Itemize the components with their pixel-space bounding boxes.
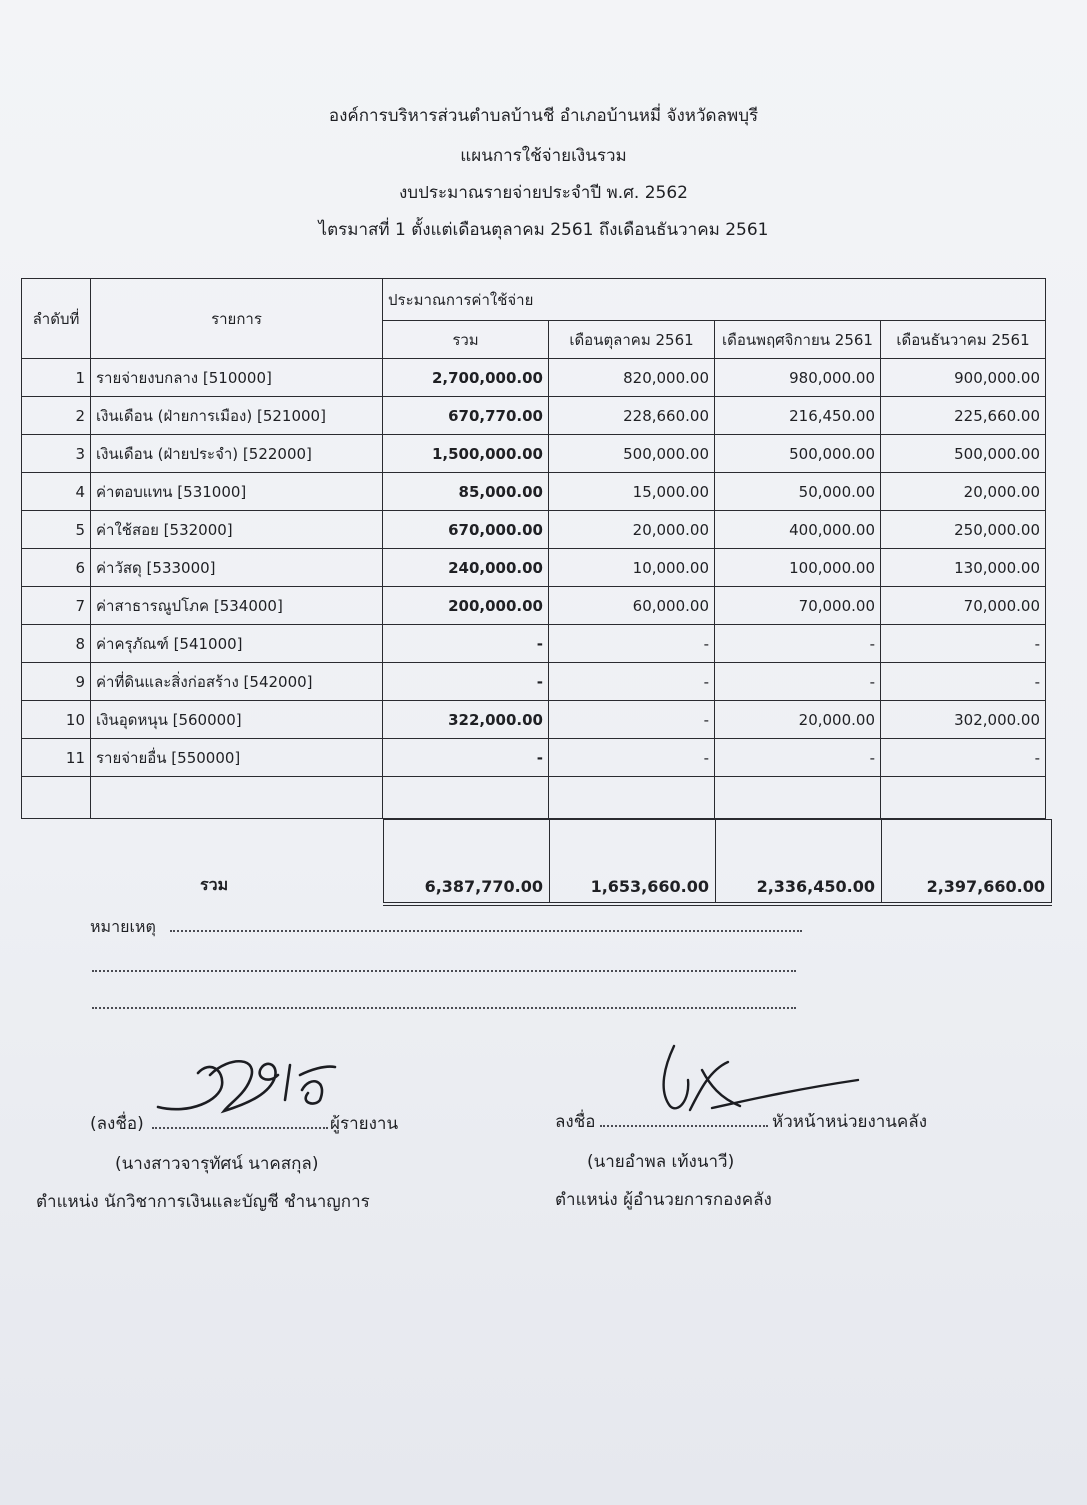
budget-year: งบประมาณรายจ่ายประจำปี พ.ศ. 2562 — [399, 183, 688, 203]
row-total: - — [383, 663, 549, 701]
table-row — [22, 549, 1046, 587]
row-total: - — [383, 739, 549, 777]
table-row-empty — [22, 777, 1046, 819]
row-item: เงินอุดหนุน [560000] — [91, 701, 383, 739]
row-oct: 820,000.00 — [549, 359, 715, 397]
col-header-item: รายการ — [91, 279, 383, 359]
row-nov: 400,000.00 — [715, 511, 881, 549]
row-item: ค่าตอบแทน [531000] — [91, 473, 383, 511]
right-sign-suffix: หัวหน้าหน่วยงานคลัง — [772, 1112, 928, 1132]
quarter-period: ไตรมาสที่ 1 ตั้งแต่เดือนตุลาคม 2561 ถึงเดือนธันวาคม 2561 — [318, 220, 769, 240]
row-oct: 20,000.00 — [549, 511, 715, 549]
sum-oct: 1,653,660.00 — [550, 820, 716, 905]
row-dec: 225,660.00 — [881, 397, 1046, 435]
org-name: องค์การบริหารส่วนตำบลบ้านชี อำเภอบ้านหมี่ จังหวัดลพบุรี — [328, 106, 759, 126]
left-signer-name: (นางสาวจารุทัศน์ นาคสกุล) — [115, 1154, 319, 1174]
remark-line — [92, 1007, 796, 1009]
row-dec: - — [881, 625, 1046, 663]
table-row — [22, 739, 1046, 777]
row-nov: 20,000.00 — [715, 701, 881, 739]
sum-total: 6,387,770.00 — [384, 820, 550, 905]
remark-line — [170, 930, 802, 932]
row-dec: 500,000.00 — [881, 435, 1046, 473]
row-no: 11 — [22, 739, 91, 777]
budget-table — [21, 278, 1046, 819]
row-dec: 20,000.00 — [881, 473, 1046, 511]
remark-line — [92, 970, 796, 972]
empty-cell — [383, 777, 549, 819]
row-total: 240,000.00 — [383, 549, 549, 587]
row-item: ค่าที่ดินและสิ่งก่อสร้าง [542000] — [91, 663, 383, 701]
row-dec: 900,000.00 — [881, 359, 1046, 397]
right-sign-prefix: ลงชื่อ — [555, 1112, 596, 1132]
right-sign-line — [600, 1125, 768, 1127]
row-dec: 130,000.00 — [881, 549, 1046, 587]
row-dec: - — [881, 739, 1046, 777]
row-oct: - — [549, 701, 715, 739]
row-item: รายจ่ายอื่น [550000] — [91, 739, 383, 777]
col-header-total: รวม — [383, 321, 549, 359]
row-no: 7 — [22, 587, 91, 625]
row-oct: 228,660.00 — [549, 397, 715, 435]
remark-label: หมายเหตุ — [90, 917, 156, 936]
row-total: 670,000.00 — [383, 511, 549, 549]
row-dec: 250,000.00 — [881, 511, 1046, 549]
row-nov: 500,000.00 — [715, 435, 881, 473]
row-item: เงินเดือน (ฝ่ายการเมือง) [521000] — [91, 397, 383, 435]
row-nov: 50,000.00 — [715, 473, 881, 511]
empty-cell — [91, 777, 383, 819]
empty-cell — [549, 777, 715, 819]
row-oct: 10,000.00 — [549, 549, 715, 587]
row-oct: - — [549, 663, 715, 701]
col-header-oct: เดือนตุลาคม 2561 — [549, 321, 715, 359]
row-total: 85,000.00 — [383, 473, 549, 511]
row-oct: 15,000.00 — [549, 473, 715, 511]
right-signature — [640, 1040, 865, 1120]
table-row — [22, 435, 1046, 473]
table-row — [22, 359, 1046, 397]
row-total: 2,700,000.00 — [383, 359, 549, 397]
row-total: 1,500,000.00 — [383, 435, 549, 473]
row-no: 1 — [22, 359, 91, 397]
row-no: 5 — [22, 511, 91, 549]
row-nov: 216,450.00 — [715, 397, 881, 435]
table-row — [22, 587, 1046, 625]
row-total: 200,000.00 — [383, 587, 549, 625]
row-item: ค่าวัสดุ [533000] — [91, 549, 383, 587]
right-signer-name: (นายอำพล เท้งนาวี) — [587, 1152, 735, 1172]
row-nov: 980,000.00 — [715, 359, 881, 397]
row-no: 2 — [22, 397, 91, 435]
row-item: รายจ่ายงบกลาง [510000] — [91, 359, 383, 397]
row-no: 8 — [22, 625, 91, 663]
empty-cell — [881, 777, 1046, 819]
row-oct: 500,000.00 — [549, 435, 715, 473]
row-no: 6 — [22, 549, 91, 587]
row-no: 9 — [22, 663, 91, 701]
table-row — [22, 625, 1046, 663]
row-total: 322,000.00 — [383, 701, 549, 739]
total-label: รวม — [200, 875, 229, 894]
row-oct: - — [549, 625, 715, 663]
document-title: แผนการใช้จ่ายเงินรวม — [460, 146, 627, 166]
row-nov: - — [715, 625, 881, 663]
row-item: ค่าสาธารณูปโภค [534000] — [91, 587, 383, 625]
row-item: เงินเดือน (ฝ่ายประจำ) [522000] — [91, 435, 383, 473]
row-dec: - — [881, 663, 1046, 701]
left-signature — [150, 1045, 345, 1130]
table-row — [22, 473, 1046, 511]
row-total: - — [383, 625, 549, 663]
total-row — [383, 819, 1052, 906]
left-signer-position: ตำแหน่ง นักวิชาการเงินและบัญชี ชำนาญการ — [36, 1192, 370, 1212]
left-sign-prefix: (ลงชื่อ) — [90, 1114, 144, 1134]
row-nov: - — [715, 663, 881, 701]
col-header-plan: ประมาณการค่าใช้จ่าย — [383, 279, 1046, 321]
row-oct: - — [549, 739, 715, 777]
row-item: ค่าครุภัณฑ์ [541000] — [91, 625, 383, 663]
row-nov: - — [715, 739, 881, 777]
sum-dec: 2,397,660.00 — [882, 820, 1052, 905]
left-sign-suffix: ผู้รายงาน — [330, 1114, 399, 1134]
col-header-nov: เดือนพฤศจิกายน 2561 — [715, 321, 881, 359]
row-no: 10 — [22, 701, 91, 739]
table-row — [22, 663, 1046, 701]
empty-cell — [715, 777, 881, 819]
table-row — [22, 397, 1046, 435]
table-row — [22, 701, 1046, 739]
budget-rows — [22, 359, 1046, 819]
row-no: 3 — [22, 435, 91, 473]
row-no: 4 — [22, 473, 91, 511]
row-oct: 60,000.00 — [549, 587, 715, 625]
row-dec: 70,000.00 — [881, 587, 1046, 625]
row-nov: 100,000.00 — [715, 549, 881, 587]
row-item: ค่าใช้สอย [532000] — [91, 511, 383, 549]
row-dec: 302,000.00 — [881, 701, 1046, 739]
row-nov: 70,000.00 — [715, 587, 881, 625]
row-total: 670,770.00 — [383, 397, 549, 435]
table-row — [22, 511, 1046, 549]
right-signer-position: ตำแหน่ง ผู้อำนวยการกองคลัง — [555, 1190, 772, 1210]
col-header-dec: เดือนธันวาคม 2561 — [881, 321, 1046, 359]
col-header-no: ลำดับที่ — [22, 279, 91, 359]
empty-cell — [22, 777, 91, 819]
sum-nov: 2,336,450.00 — [716, 820, 882, 905]
